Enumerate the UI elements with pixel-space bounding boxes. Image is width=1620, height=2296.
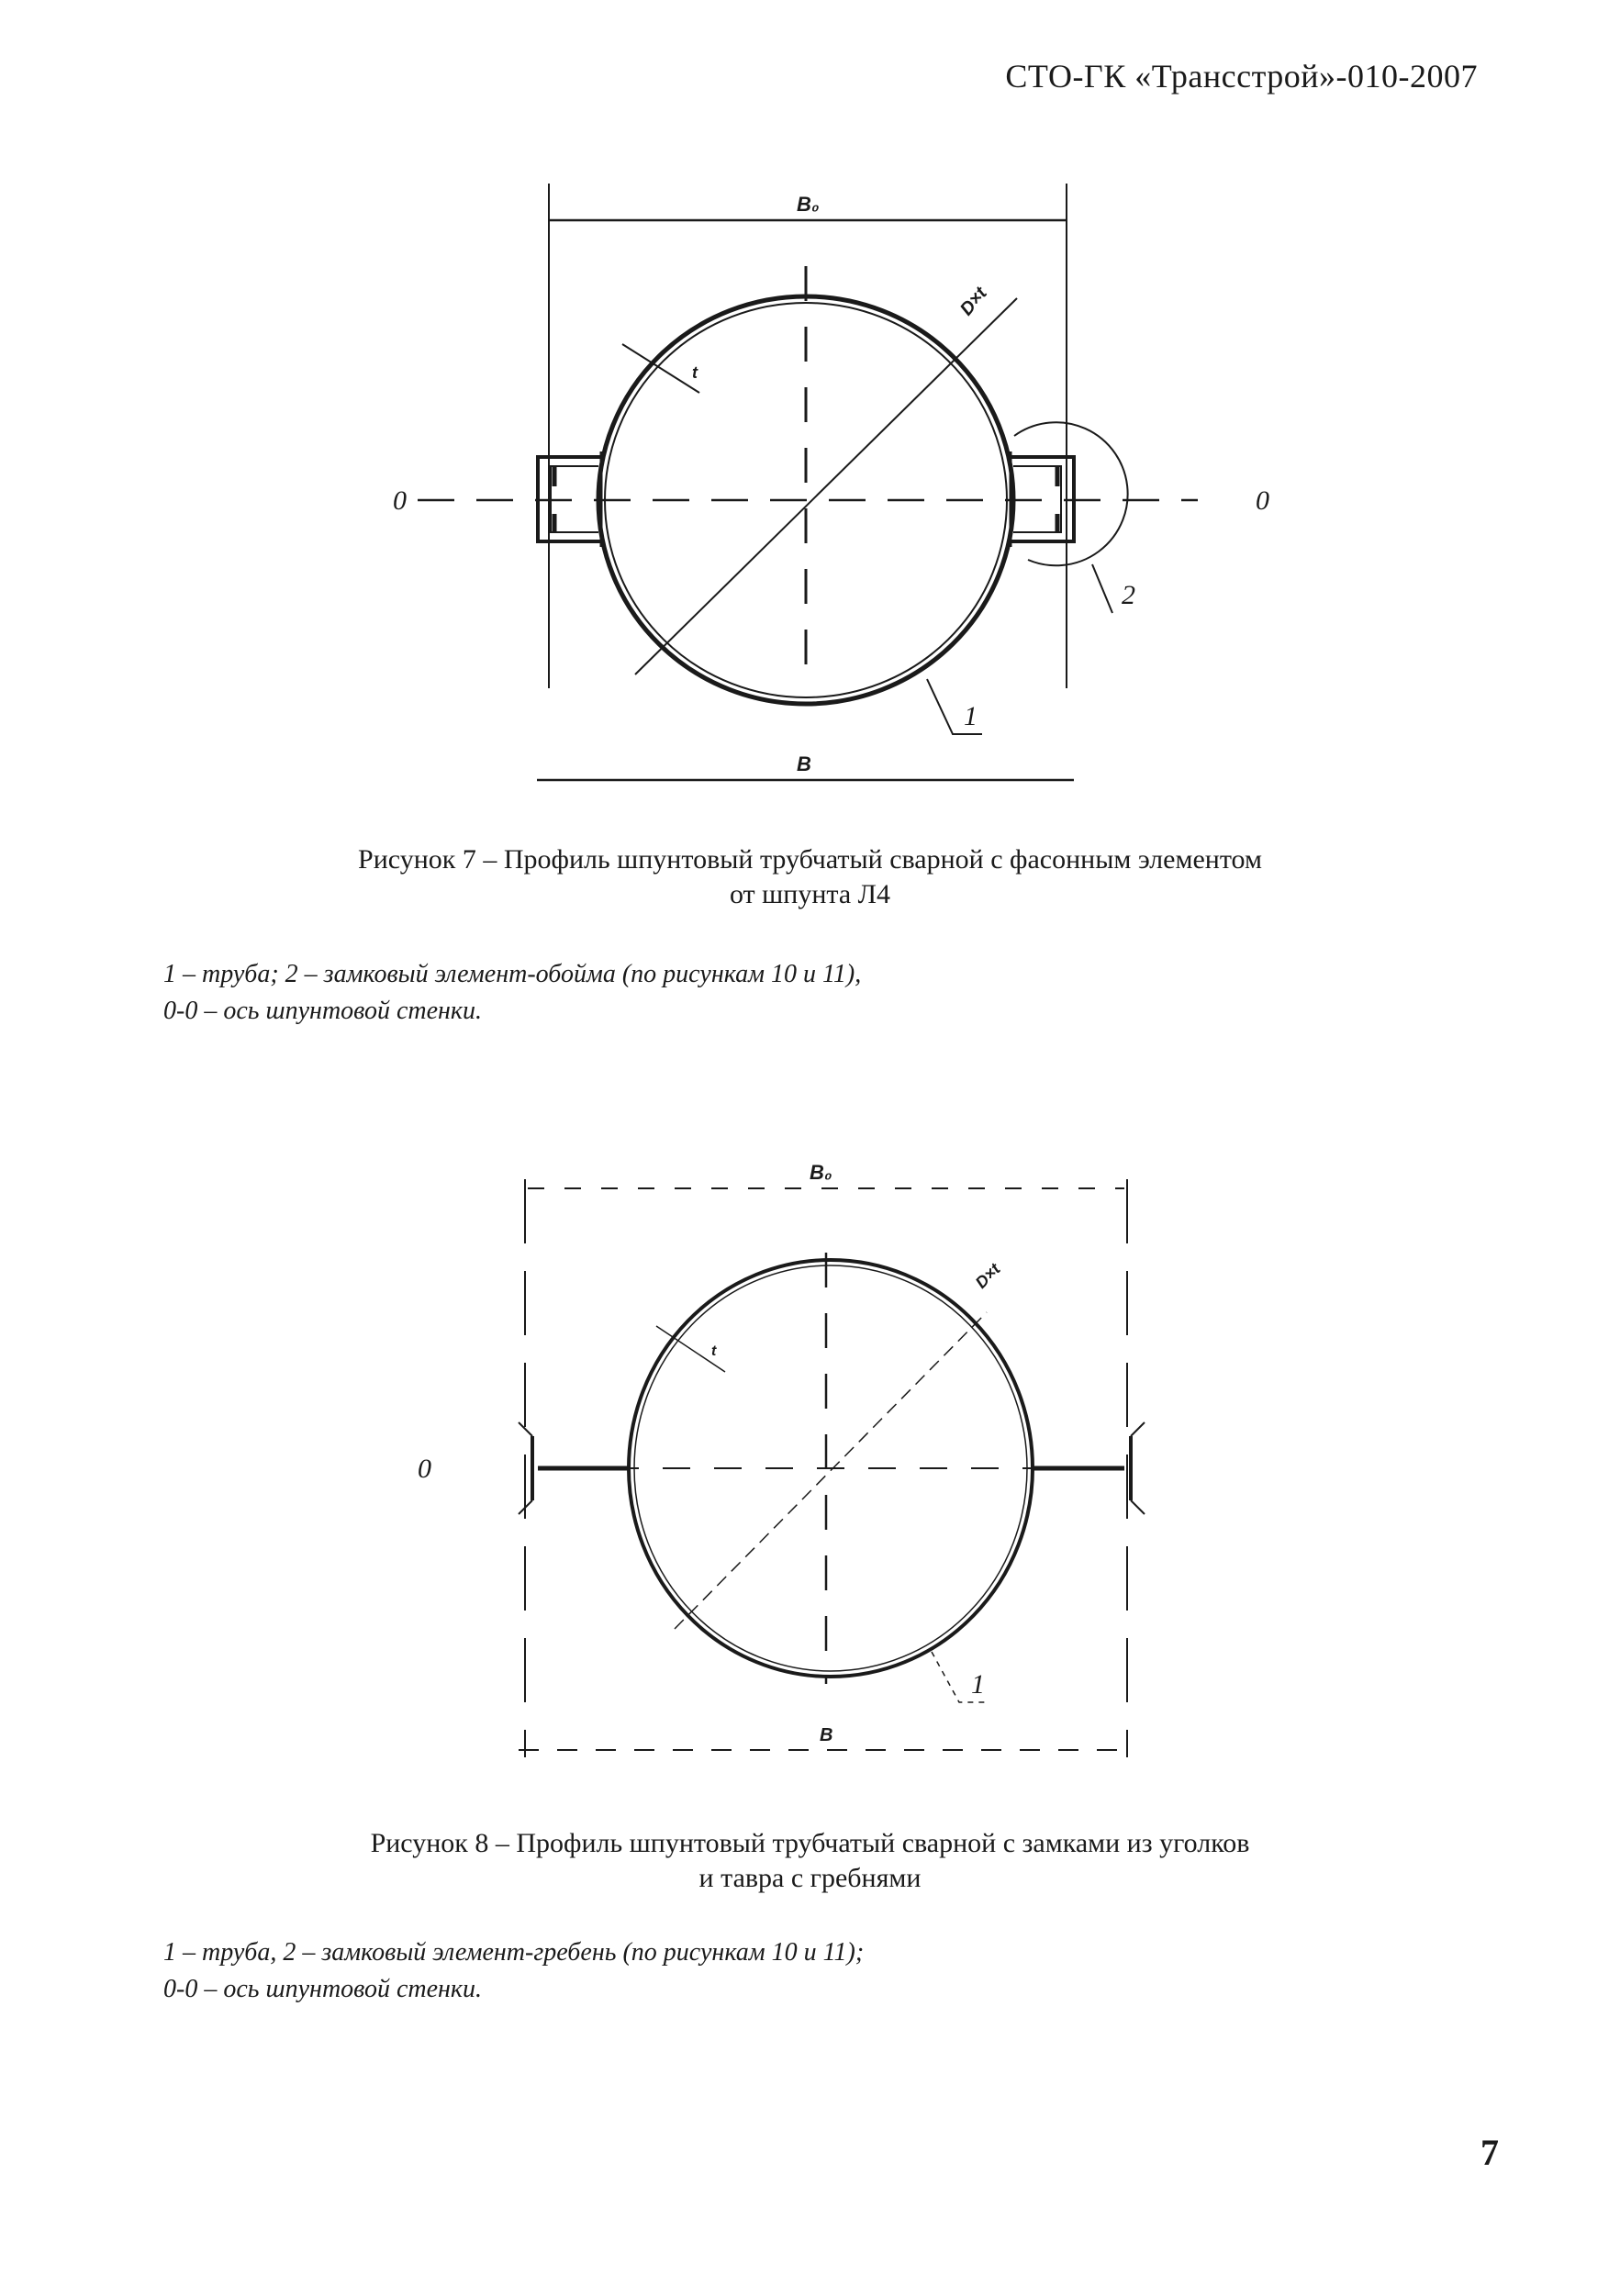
figure-8-caption-line1: Рисунок 8 – Профиль шпунтовый трубчатый сварной с замками из уголков (370, 1828, 1250, 1858)
fig7-thickness-label: t (692, 363, 698, 382)
figure-7-drawing (0, 174, 1620, 817)
figure-7-legend-line2: 0-0 – ось шпунтовой стенки. (163, 997, 483, 1025)
fig8-diameter-label: D×t (971, 1259, 1004, 1292)
fig8-left-lock (519, 1422, 629, 1514)
figure-7-caption (0, 842, 1620, 912)
fig8-callout-1-label: 1 (971, 1669, 985, 1700)
document-code-header: СТО-ГК «Трансстрой»-010-2007 (1005, 58, 1478, 95)
fig8-dim-top-label: B₀ (810, 1161, 832, 1184)
page-number: 7 (1480, 2132, 1499, 2173)
fig7-callout-1-label: 1 (964, 701, 978, 731)
figure-8-legend-line2: 0-0 – ось шпунтовой стенки. (163, 1975, 483, 2003)
fig7-axis-right-label: 0 (1256, 485, 1269, 516)
fig7-callout-2-circle (1014, 422, 1128, 565)
fig8-dim-bottom-label: B (820, 1725, 833, 1745)
fig7-diameter-label: D×t (955, 283, 991, 320)
figure-8-caption-line2: и тавра с гребнями (698, 1863, 922, 1893)
figure-7-legend (163, 956, 861, 1030)
figure-8 (0, 1152, 1620, 1776)
figure-7-caption-line2: от шпунта Л4 (729, 879, 891, 909)
figure-7-legend-line1: 1 – труба; 2 – замковый элемент-обойма (по рисункам 10 и 11), (163, 960, 862, 988)
figure-7-caption-line1: Рисунок 7 – Профиль шпунтовый трубчатый сварной с фасонным элементом (358, 844, 1262, 875)
fig7-dim-bottom-label: B (797, 752, 811, 775)
fig8-axis-left-label: 0 (418, 1454, 431, 1484)
fig7-dim-top-label: B₀ (797, 193, 820, 216)
figure-8-caption (0, 1826, 1620, 1896)
fig8-thickness-label: t (711, 1343, 717, 1359)
figure-8-legend (163, 1934, 864, 2008)
figure-7 (0, 174, 1620, 817)
fig7-axis-left-label: 0 (393, 485, 407, 516)
figure-8-legend-line1: 1 – труба, 2 – замковый элемент-гребень (по рисункам 10 и 11); (163, 1938, 865, 1967)
figure-8-drawing (0, 1152, 1620, 1776)
fig7-callout-2-label: 2 (1122, 580, 1135, 610)
